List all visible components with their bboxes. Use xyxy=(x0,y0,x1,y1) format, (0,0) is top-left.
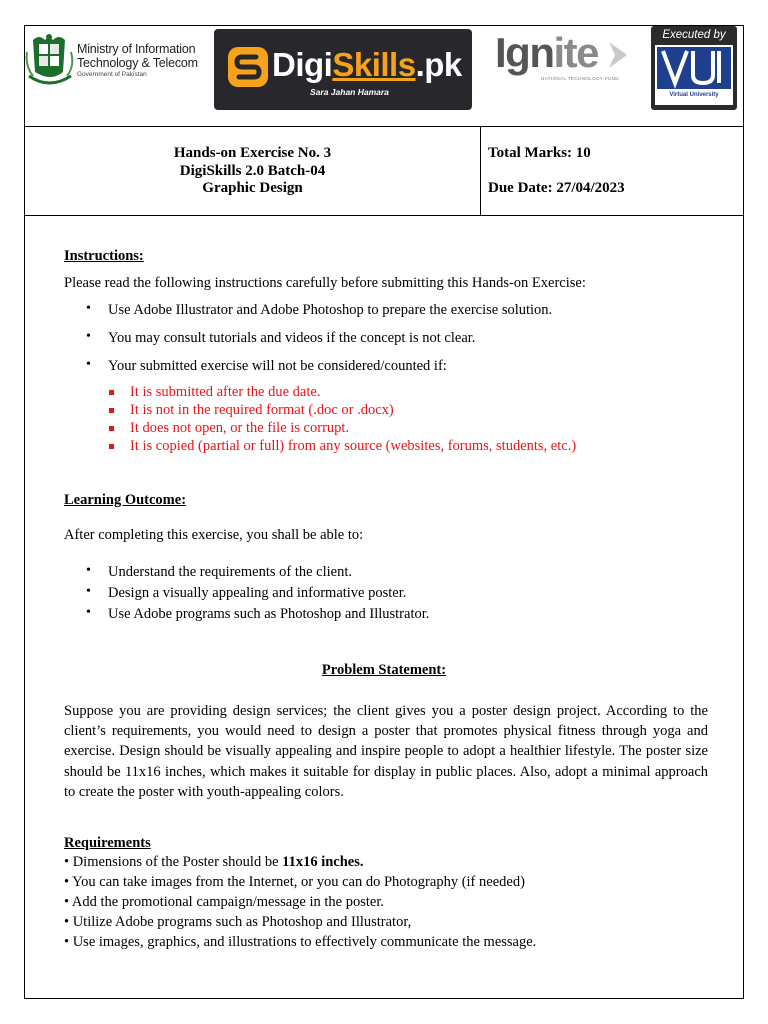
ignite-arrow-icon xyxy=(607,40,631,70)
condition-item: It is submitted after the due date. xyxy=(130,384,321,400)
ignite-wordmark xyxy=(495,30,598,76)
digiskills-word-pk: .pk xyxy=(415,46,462,83)
exercise-info xyxy=(25,145,480,198)
digiskills-tagline: Sara Jahan Hamara xyxy=(310,87,389,97)
ignite-logo xyxy=(495,26,635,96)
bullet-icon: • xyxy=(86,563,91,578)
ministry-logo xyxy=(25,32,215,92)
requirement-item: • Utilize Adobe programs such as Photoshop and Illustrator, xyxy=(64,914,412,930)
batch-name: DigiSkills 2.0 Batch-04 xyxy=(179,162,326,179)
learning-outcome-heading: Learning Outcome: xyxy=(64,492,187,508)
course-name: Graphic Design xyxy=(202,180,303,196)
ministry-line-3: Government of Pakistan xyxy=(77,71,147,78)
requirement-item-prefix: • Dimensions of the Poster should be xyxy=(64,854,283,870)
vu-emblem-icon xyxy=(655,45,733,91)
requirement-item xyxy=(64,853,364,871)
due-date: Due Date: 27/04/2023 xyxy=(488,180,625,196)
digiskills-logo xyxy=(214,29,472,110)
header-logos xyxy=(25,26,743,126)
ignite-subtitle: NATIONAL TECHNOLOGY FUND xyxy=(541,76,619,81)
digiskills-mark-icon xyxy=(226,45,270,89)
spacer xyxy=(488,163,625,181)
marks-info xyxy=(488,145,625,198)
bullet-icon: • xyxy=(86,605,91,620)
bullet-icon: • xyxy=(86,584,91,599)
instructions-heading: Instructions: xyxy=(64,248,144,264)
requirements-heading: Requirements xyxy=(64,835,151,851)
requirement-item: • You can take images from the Internet, or you can do Photography (if needed) xyxy=(64,874,525,890)
requirement-item: • Add the promotional campaign/message in the poster. xyxy=(64,894,384,910)
instruction-item: Use Adobe Illustrator and Adobe Photoshop to prepare the exercise solution. xyxy=(108,302,553,318)
outcome-item: Design a visually appealing and informative poster. xyxy=(108,585,407,601)
ignite-word-a: Ign xyxy=(495,29,554,76)
ministry-line-1: Ministry of Information xyxy=(77,42,196,56)
requirement-item: • Use images, graphics, and illustrations to effectively communicate the message. xyxy=(64,934,537,950)
ministry-line-2: Technology & Telecom xyxy=(77,56,198,70)
instruction-item: Your submitted exercise will not be considered/counted if: xyxy=(108,358,447,374)
poster-dimensions: 11x16 inches. xyxy=(282,854,364,870)
bullet-icon: • xyxy=(86,301,91,316)
problem-statement-text: Suppose you are providing design services; the client gives you a poster design project. According to the client’s requirements, you would need to design a poster that promotes physical fitness through yoga and exercise. Design should be visually appealing and inspire people to adopt a healthier lifestyle. The poster size should be 11x16 inches, which makes it suitable for display in public places. Also, adopt a minimal approach to create the poster with youth-appealing colors. xyxy=(64,703,708,800)
virtual-university-logo xyxy=(651,26,737,110)
title-divider xyxy=(480,127,481,216)
red-square-bullet-icon xyxy=(109,426,114,431)
exercise-number: Hands-on Exercise No. 3 xyxy=(173,145,332,161)
condition-item: It does not open, or the file is corrupt. xyxy=(130,420,350,436)
bullet-icon: • xyxy=(86,357,91,372)
instruction-item: You may consult tutorials and videos if the concept is not clear. xyxy=(108,330,476,346)
bullet-icon: • xyxy=(86,329,91,344)
red-square-bullet-icon xyxy=(109,390,114,395)
title-block xyxy=(25,126,743,216)
red-square-bullet-icon xyxy=(109,408,114,413)
outcome-item: Use Adobe programs such as Photoshop and Illustrator. xyxy=(108,606,430,622)
condition-item: It is copied (partial or full) from any source (websites, forums, students, etc.) xyxy=(130,438,577,454)
virtual-university-name: Virtual University xyxy=(669,92,719,98)
instructions-intro: Please read the following instructions carefully before submitting this Hands-on Exercise: xyxy=(64,275,586,291)
learning-outcome-intro: After completing this exercise, you shall be able to: xyxy=(64,527,364,543)
condition-item: It is not in the required format (.doc or .docx) xyxy=(130,402,394,418)
digiskills-word-digi: Digi xyxy=(272,46,333,83)
total-marks: Total Marks: 10 xyxy=(488,145,591,161)
ignite-word-b: ite xyxy=(553,29,598,76)
executed-by-label: Executed by xyxy=(662,29,726,41)
digiskills-word-skills: Skills xyxy=(332,46,416,83)
red-square-bullet-icon xyxy=(109,444,114,449)
outcome-item: Understand the requirements of the client. xyxy=(108,564,353,580)
problem-statement-heading: Problem Statement: xyxy=(321,662,447,678)
pakistan-emblem-icon xyxy=(25,32,77,88)
digiskills-wordmark xyxy=(272,47,462,83)
